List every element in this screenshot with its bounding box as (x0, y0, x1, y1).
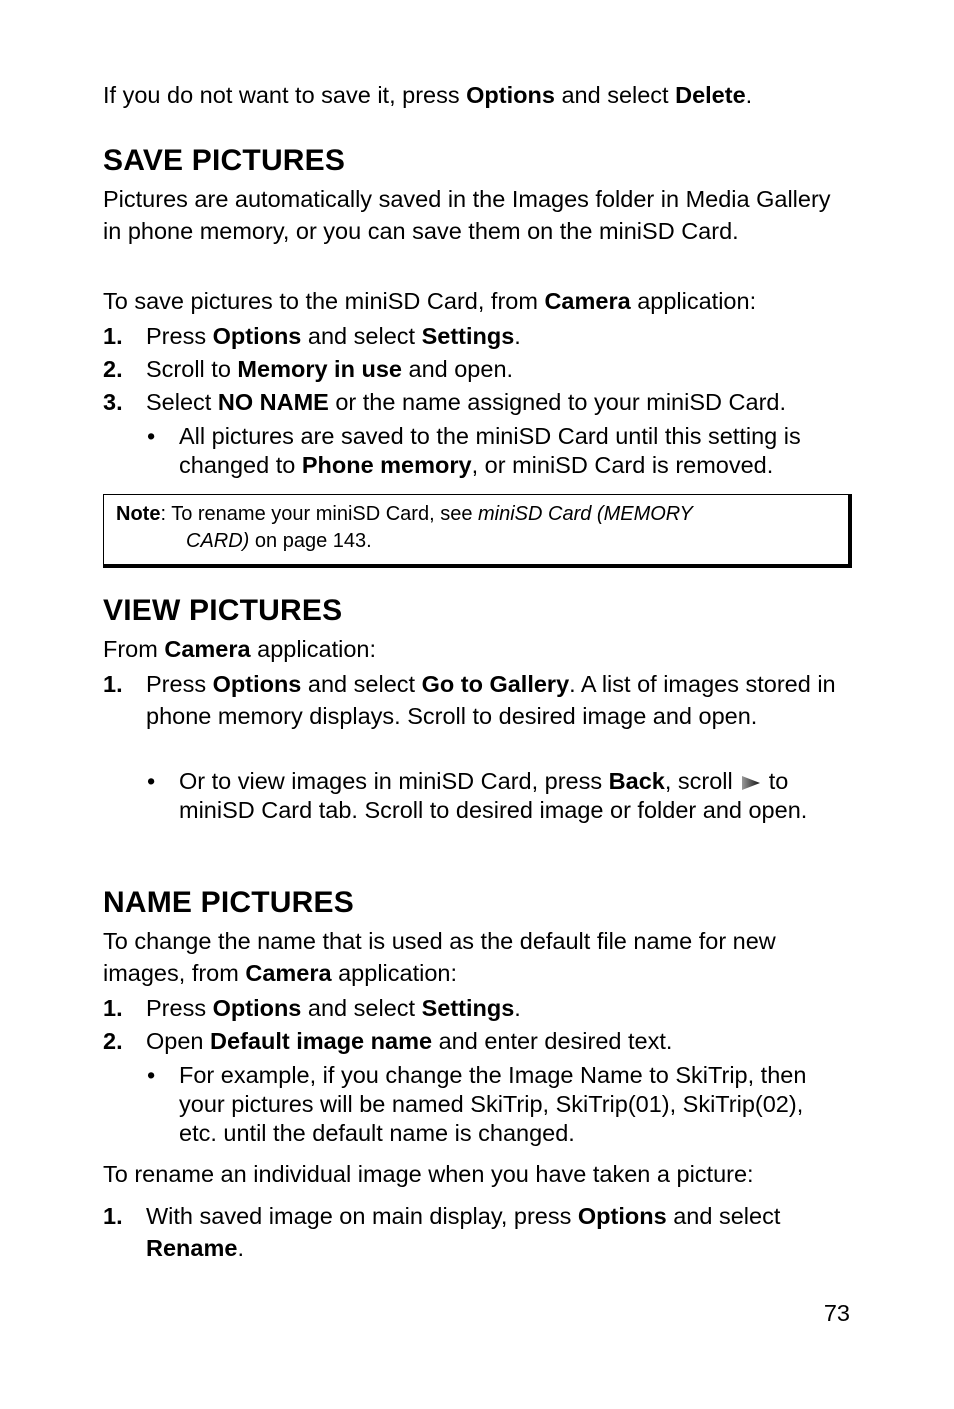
view-para-text: From (103, 636, 165, 662)
camera-term: Camera (544, 288, 631, 314)
note-link-text: miniSD Card (MEMORY (478, 503, 693, 525)
step-text: and select (301, 323, 422, 349)
step-text: and select (666, 1203, 781, 1229)
view-pictures-heading: VIEW PICTURES (103, 594, 343, 627)
name-para-1 (103, 925, 853, 989)
step-text: Press (146, 323, 213, 349)
view-bullet (103, 767, 863, 825)
page-number: 73 (823, 1300, 850, 1326)
bullet-text: , scroll (664, 768, 733, 794)
bullet-text: For example, if you change the Image Name to SkiTrip, then your pictures will be named SkiTrip, SkiTrip(01), SkiTrip(02), etc. until the default name is changed. (179, 1062, 807, 1146)
step-text: Scroll to (146, 356, 238, 382)
step-text: and open. (401, 356, 514, 382)
back-term: Back (608, 768, 665, 794)
step-text: Select (146, 389, 218, 415)
options-term: Options (212, 323, 302, 349)
name-para-text: application: (331, 960, 457, 986)
step-text: and select (301, 671, 422, 697)
step-text: or the name assigned to your miniSD Card. (328, 389, 786, 415)
note-label: Note (116, 503, 161, 525)
name-step-2 (103, 1025, 863, 1057)
note-text: on page 143. (249, 530, 372, 552)
save-para-1: Pictures are automatically saved in the Images folder in Media Gallery in phone memory, or you can save them on the miniSD Card. (103, 186, 831, 244)
step-text: and select (301, 995, 422, 1021)
save-para-2 (103, 285, 853, 317)
camera-term: Camera (245, 960, 332, 986)
intro-text: and select (554, 82, 676, 108)
step-number: 1. (103, 1203, 123, 1229)
right-arrow-icon (741, 775, 761, 791)
step-number: 1. (103, 323, 123, 349)
settings-term: Settings (421, 323, 515, 349)
phone-memory-term: Phone memory (301, 452, 472, 478)
name-para-text: To change the name that is used as the default file name for new images, from (103, 928, 776, 986)
rename-term: Rename (146, 1235, 238, 1261)
step-number: 2. (103, 1028, 123, 1054)
save-para-2-text: To save pictures to the miniSD Card, from (103, 288, 545, 314)
step-number: 1. (103, 671, 123, 697)
step-text: . A list of images stored in phone memory displays. Scroll to desired image and open. (146, 671, 836, 729)
step-text: Press (146, 671, 213, 697)
options-term: Options (577, 1203, 667, 1229)
step-number: 2. (103, 356, 123, 382)
step-text: . (514, 995, 521, 1021)
step-text: and enter desired text. (432, 1028, 673, 1054)
note-box (103, 494, 852, 568)
intro-text: If you do not want to save it, press (103, 82, 467, 108)
view-step-1 (103, 668, 848, 732)
no-name-term: NO NAME (217, 389, 329, 415)
step-text: With saved image on main display, press (146, 1203, 578, 1229)
view-para-text: application: (250, 636, 377, 662)
name-bullet (103, 1061, 863, 1148)
memory-in-use-term: Memory in use (237, 356, 402, 382)
bullet-mark: • (147, 1062, 156, 1088)
bullet-text: All pictures are saved to the miniSD Card until this setting is changed to (179, 423, 801, 478)
camera-term: Camera (164, 636, 251, 662)
note-link-text: CARD) (186, 530, 250, 552)
save-step-2 (103, 353, 863, 385)
save-pictures-heading: SAVE PICTURES (103, 144, 346, 177)
view-para-1 (103, 633, 853, 665)
bullet-mark: • (147, 423, 156, 449)
save-step-3 (103, 386, 863, 418)
go-to-gallery-term: Go to Gallery (421, 671, 570, 697)
name-pictures-heading: NAME PICTURES (103, 886, 354, 919)
save-bullet (103, 422, 863, 480)
step-number: 1. (103, 995, 123, 1021)
step-text: . (514, 323, 521, 349)
name-para-2: To rename an individual image when you have taken a picture: (103, 1161, 754, 1187)
settings-term: Settings (421, 995, 515, 1021)
bullet-mark: • (147, 768, 156, 794)
options-term: Options (212, 671, 302, 697)
rename-step-1 (103, 1200, 848, 1264)
delete-term: Delete (675, 82, 746, 108)
default-image-name-term: Default image name (210, 1028, 433, 1054)
options-term: Options (212, 995, 302, 1021)
step-text: Press (146, 995, 213, 1021)
step-text: Open (146, 1028, 211, 1054)
bullet-text: , or miniSD Card is removed. (471, 452, 774, 478)
step-text: . (237, 1235, 244, 1261)
bullet-text: Or to view images in miniSD Card, press (179, 768, 609, 794)
save-para-2-text: application: (630, 288, 757, 314)
bullet-text: to miniSD Card tab. Scroll to desired image or folder and open. (179, 768, 808, 823)
note-text: : To rename your miniSD Card, see (160, 503, 478, 525)
intro-paragraph (103, 79, 863, 111)
options-term: Options (466, 82, 555, 108)
save-step-1 (103, 320, 863, 352)
step-number: 3. (103, 389, 123, 415)
intro-text: . (745, 82, 753, 108)
name-step-1 (103, 992, 863, 1024)
